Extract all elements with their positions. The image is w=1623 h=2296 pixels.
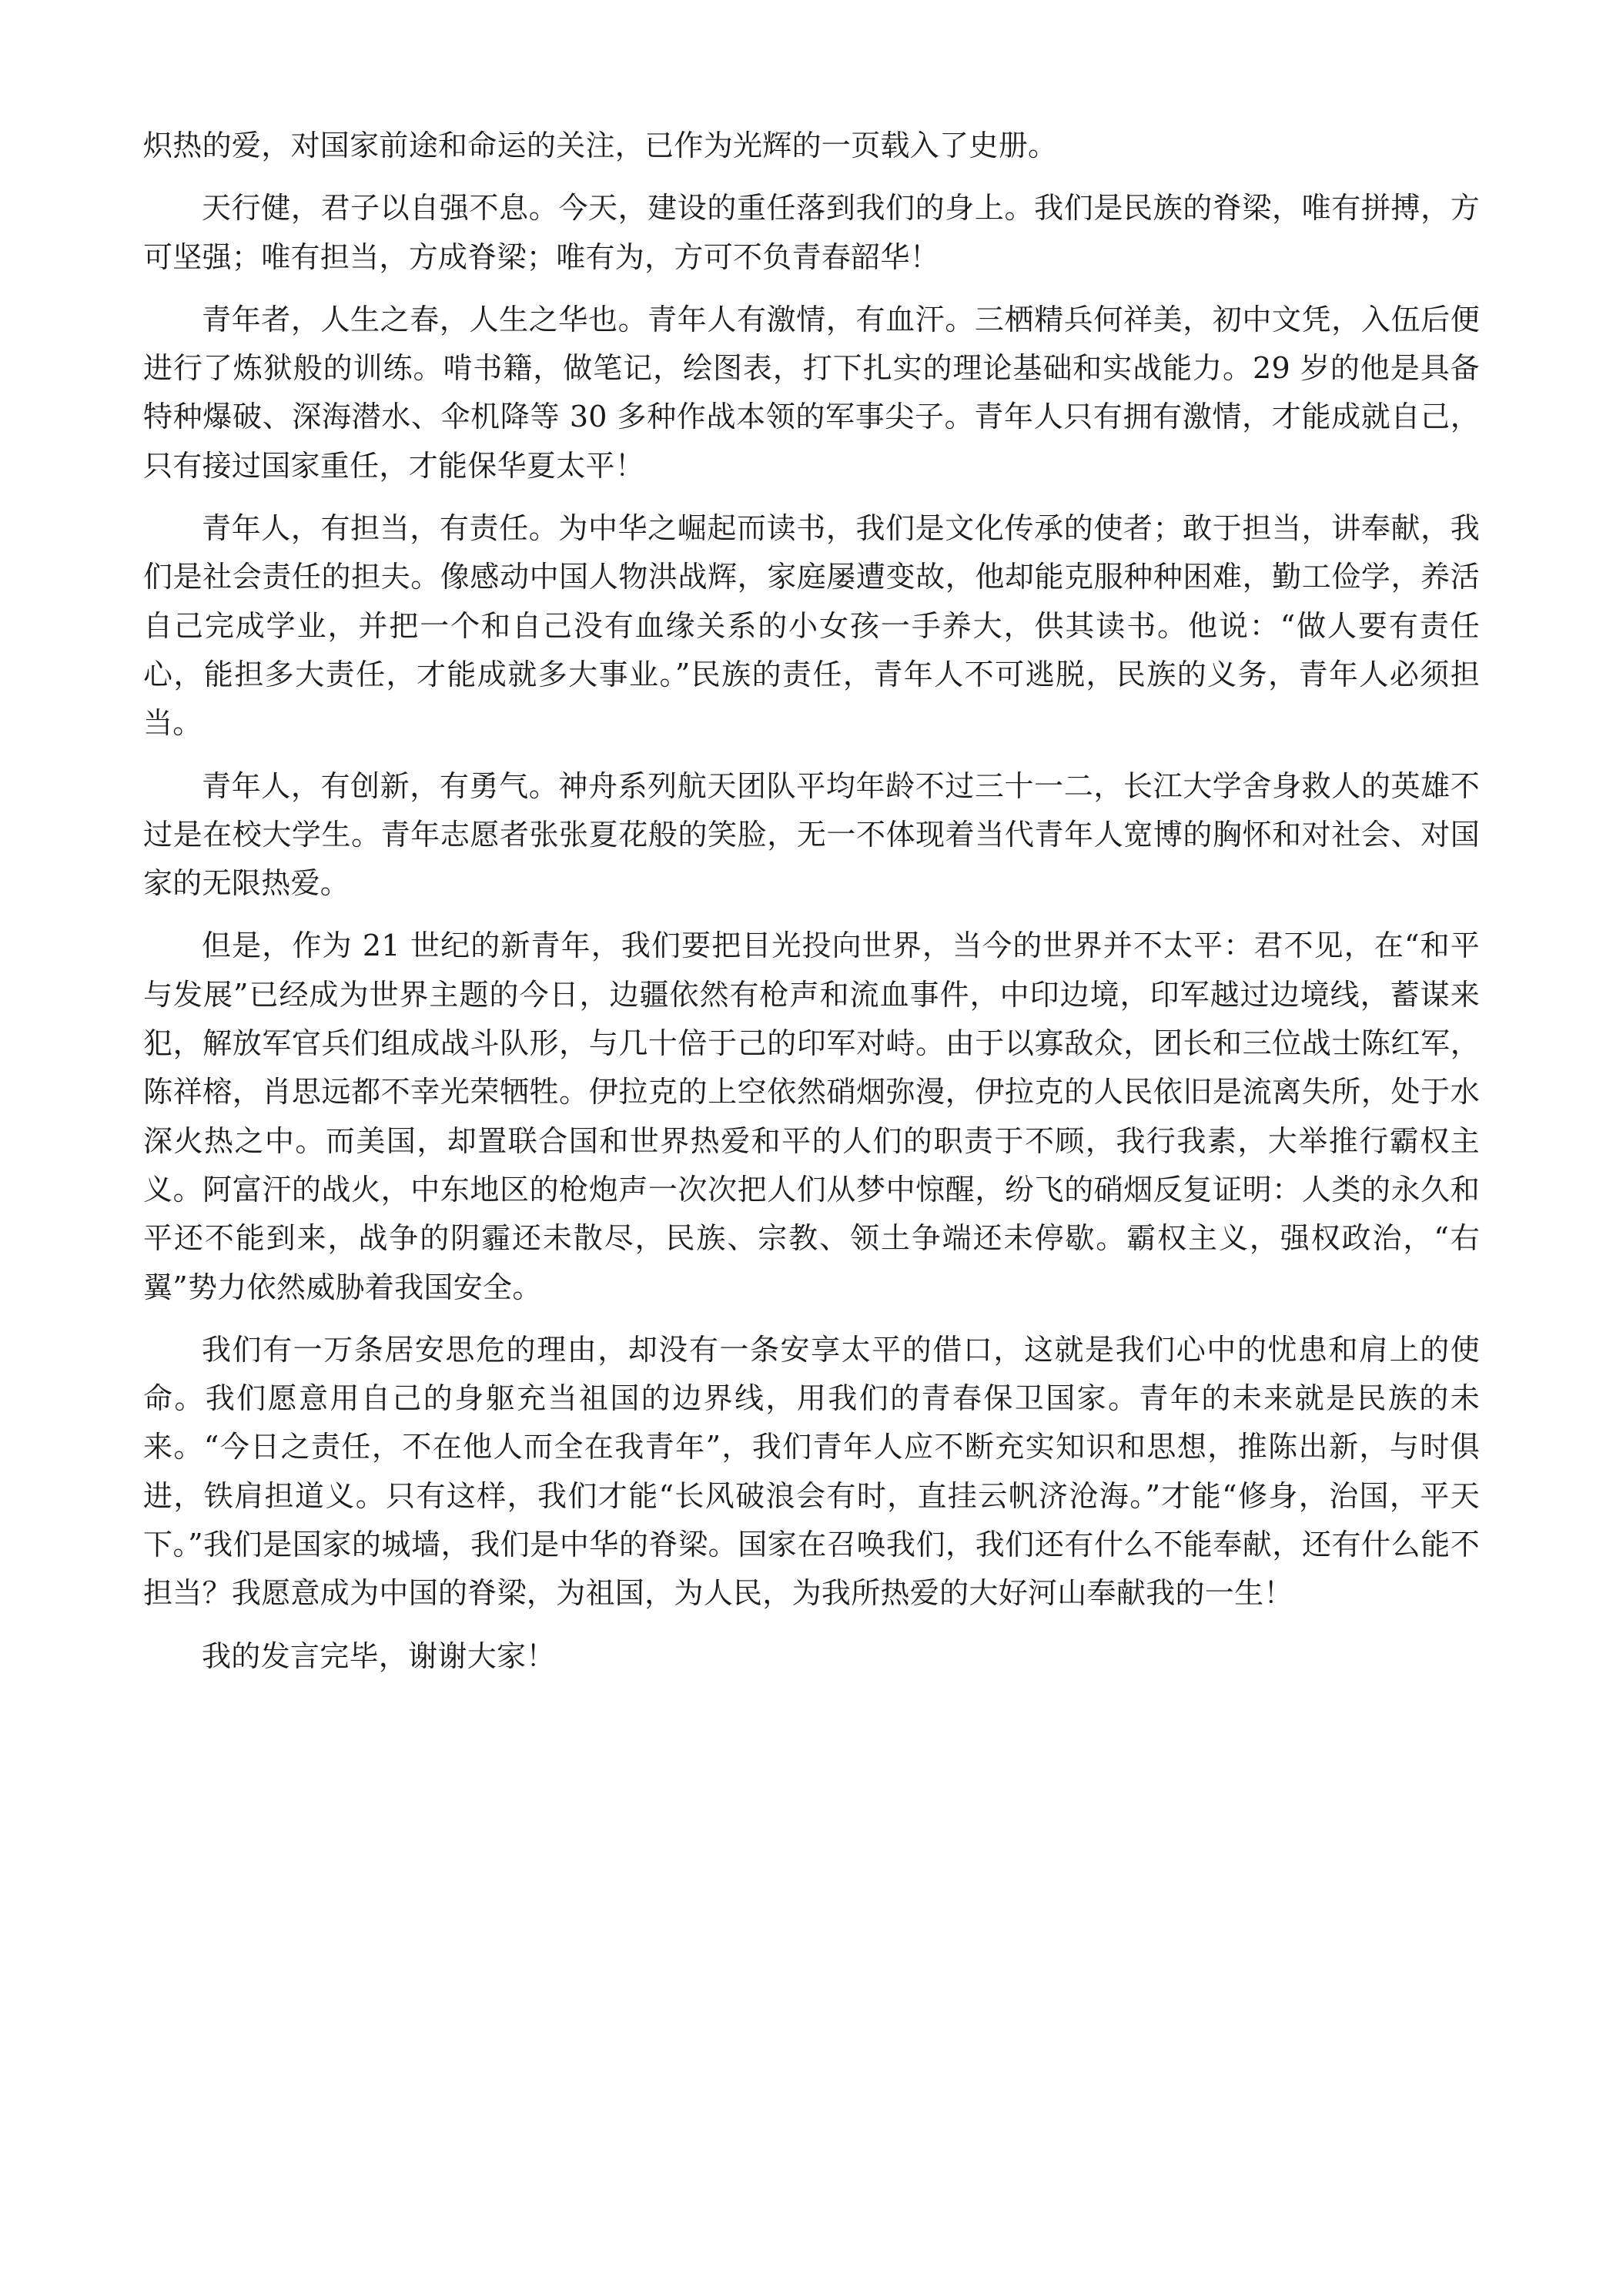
paragraph: 但是，作为 21 世纪的新青年，我们要把目光投向世界，当今的世界并不太平：君不见，在“和平与发展”已经成为世界主题的今日，边疆依然有枪声和流血事件，中印边境，印军越过边境线，蓄谋来犯，解放军官兵们组成战斗队形，与几十倍于己的印军对峙。由于以寡敌众，团长和三位战士陈红军，陈祥榕，肖思远都不幸光荣牺牲。伊拉克的上空依然硝烟弥漫，伊拉克的人民依旧是流离失所，处于水深火热之中。而美国，却置联合国和世界热爱和平的人们的职责于不顾，我行我素，大举推行霸权主义。阿富汗的战火，中东地区的枪炮声一次次把人们从梦中惊醒，纷飞的硝烟反复证明：人类的永久和平还不能到来，战争的阴霾还未散尽，民族、宗教、领土争端还未停歇。霸权主义，强权政治，“右翼”势力依然威胁着我国安全。 [143, 929, 1480, 1304]
paragraph: 天行健，君子以自强不息。今天，建设的重任落到我们的身上。我们是民族的脊梁，唯有拼搏，方可坚强；唯有担当，方成脊梁；唯有为，方可不负青春韶华！ [143, 191, 1480, 274]
paragraph: 我们有一万条居安思危的理由，却没有一条安享太平的借口，这就是我们心中的忧患和肩上的使命。我们愿意用自己的身躯充当祖国的边界线，用我们的青春保卫国家。青年的未来就是民族的未来。“今日之责任，不在他人而全在我青年”，我们青年人应不断充实知识和思想，推陈出新，与时俱进，铁肩担道义。只有这样，我们才能“长风破浪会有时，直挂云帆济沧海。”才能“修身，治国，平天下。”我们是国家的城墙，我们是中华的脊梁。国家在召唤我们，我们还有什么不能奉献，还有什么能不担当？我愿意成为中国的脊梁，为祖国，为人民，为我所热爱的大好河山奉献我的一生！ [143, 1332, 1480, 1611]
paragraph: 青年者，人生之春，人生之华也。青年人有激情，有血汗。三栖精兵何祥美，初中文凭，入伍后便进行了炼狱般的训练。啃书籍，做笔记，绘图表，打下扎实的理论基础和实战能力。29 岁的他是具备特种爆破、深海潜水、伞机降等 30 多种作战本领的军事尖子。青年人只有拥有激情，才能成就自己，只有接过国家重任，才能保华夏太平！ [143, 302, 1480, 483]
paragraph: 青年人，有担当，有责任。为中华之崛起而读书，我们是文化传承的使者；敢于担当，讲奉献，我们是社会责任的担夫。像感动中国人物洪战辉，家庭屡遭变故，他却能克服种种困难，勤工俭学，养活自己完成学业，并把一个和自己没有血缘关系的小女孩一手养大，供其读书。他说：“做人要有责任心，能担多大责任，才能成就多大事业。”民族的责任，青年人不可逃脱，民族的义务，青年人必须担当。 [143, 511, 1480, 741]
document-body [143, 122, 1480, 1695]
closing-paragraph: 我的发言完毕，谢谢大家！ [202, 1638, 556, 1673]
paragraph: 青年人，有创新，有勇气。神舟系列航天团队平均年龄不过三十一二，长江大学舍身救人的英雄不过是在校大学生。青年志愿者张张夏花般的笑脸，无一不体现着当代青年人宽博的胸怀和对社会、对国家的无限热爱。 [143, 768, 1480, 901]
paragraph-continuation: 炽热的爱，对国家前途和命运的关注，已作为光辉的一页载入了史册。 [143, 129, 1058, 162]
